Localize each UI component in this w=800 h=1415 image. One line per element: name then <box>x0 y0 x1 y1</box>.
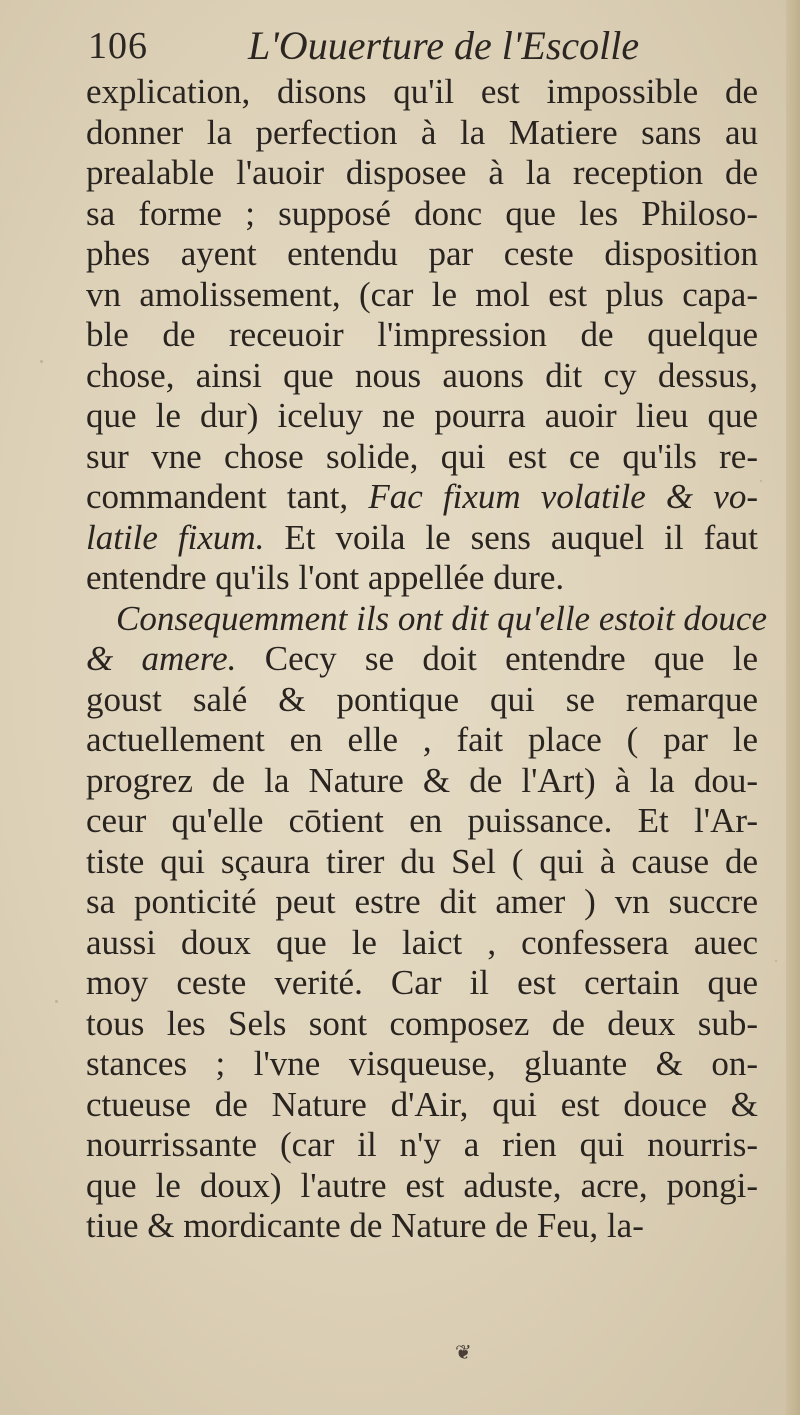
text-run: sa forme ; supposé donc que les Philoso- <box>86 193 758 233</box>
text-line <box>86 356 758 397</box>
text-run: tiue & mordicante de Nature de Feu, la- <box>86 1206 644 1245</box>
text-line <box>86 153 758 194</box>
text-run: moy ceste verité. Car il est certain que <box>86 963 758 1002</box>
text-run: ble de receuoir l'impression de quelque <box>86 315 758 354</box>
body-text <box>86 72 767 1247</box>
text-line <box>86 518 758 559</box>
text-line <box>86 477 758 518</box>
text-run: actuellement en elle , fait place ( par le <box>86 720 758 759</box>
text-run: goust salé & pontique qui se remarque <box>86 679 758 719</box>
text-line <box>86 963 758 1004</box>
text-line <box>86 315 758 356</box>
text-run: chose, ainsi que nous auons dit cy dessus, <box>86 355 758 395</box>
text-run: que le doux) l'autre est aduste, acre, pongi- <box>86 1165 758 1205</box>
text-run: Cecy se doit entendre que le <box>236 639 758 678</box>
text-line <box>86 194 758 235</box>
text-line <box>86 680 758 721</box>
text-run: phes ayent entendu par ceste disposition <box>86 234 758 273</box>
text-line <box>86 639 758 680</box>
text-line <box>86 1125 758 1166</box>
ornament-icon: ❦ <box>455 1340 472 1364</box>
text-run: aussi doux que le laict , confessera auec <box>86 922 758 962</box>
text-run: vn amolissement, (car le mol est plus capa- <box>86 274 758 314</box>
text-line <box>86 1206 758 1247</box>
page-edge <box>786 0 800 1415</box>
text-line <box>86 1166 758 1207</box>
text-run: prealable l'auoir disposee à la reception de <box>86 153 758 192</box>
text-run: explication, disons qu'il est impossible de <box>86 72 758 111</box>
text-line <box>86 598 767 640</box>
text-run: donner la perfection à la Matiere sans au <box>86 112 758 152</box>
text-run: ctueuse de Nature d'Air, qui est douce & <box>86 1084 758 1124</box>
text-line <box>86 234 758 275</box>
text-line <box>86 1085 758 1126</box>
text-line <box>86 72 758 113</box>
text-line <box>86 1044 758 1085</box>
text-line <box>86 761 758 802</box>
running-title: L'Ouuerture de l'Escolle <box>248 23 640 68</box>
page-number: 106 <box>88 25 148 67</box>
text-line <box>86 275 758 316</box>
text-run: Et voila le sens auquel il faut <box>264 517 758 557</box>
text-line <box>86 558 758 599</box>
text-run: que le dur) iceluy ne pourra auoir lieu que <box>86 396 758 435</box>
italic-text: Consequemment ils ont dit qu'elle estoit douce <box>116 598 767 638</box>
text-line <box>86 437 758 478</box>
text-line <box>86 113 758 154</box>
text-run: sur vne chose solide, qui est ce qu'ils re- <box>86 436 758 476</box>
text-line <box>86 882 758 923</box>
italic-text: & amere. <box>86 639 237 678</box>
text-run: progrez de la Nature & de l'Art) à la dou- <box>86 760 758 800</box>
text-run: sa ponticité peut estre dit amer ) vn succre <box>86 882 758 921</box>
text-run: nourrissante (car il n'y a rien qui nourris- <box>86 1125 758 1164</box>
text-run: stances ; l'vne visqueuse, gluante & on- <box>86 1044 758 1083</box>
text-line <box>86 923 758 964</box>
text-run: entendre qu'ils l'ont appellée dure. <box>86 558 565 597</box>
text-run: ceur qu'elle cōtient en puissance. Et l'Ar- <box>86 801 758 840</box>
italic-text: Fac fixum volatile & vo- <box>368 477 758 516</box>
text-line <box>86 396 758 437</box>
text-line <box>86 720 758 761</box>
text-line <box>86 842 758 883</box>
italic-text: latile fixum. <box>86 517 265 557</box>
text-line <box>86 801 758 842</box>
page-header <box>88 18 778 72</box>
text-run: tous les Sels sont composez de deux sub- <box>86 1003 758 1043</box>
text-line <box>86 1004 758 1045</box>
text-run: commandent tant, <box>86 477 369 516</box>
text-run: tiste qui sçaura tirer du Sel ( qui à cause de <box>86 841 758 881</box>
